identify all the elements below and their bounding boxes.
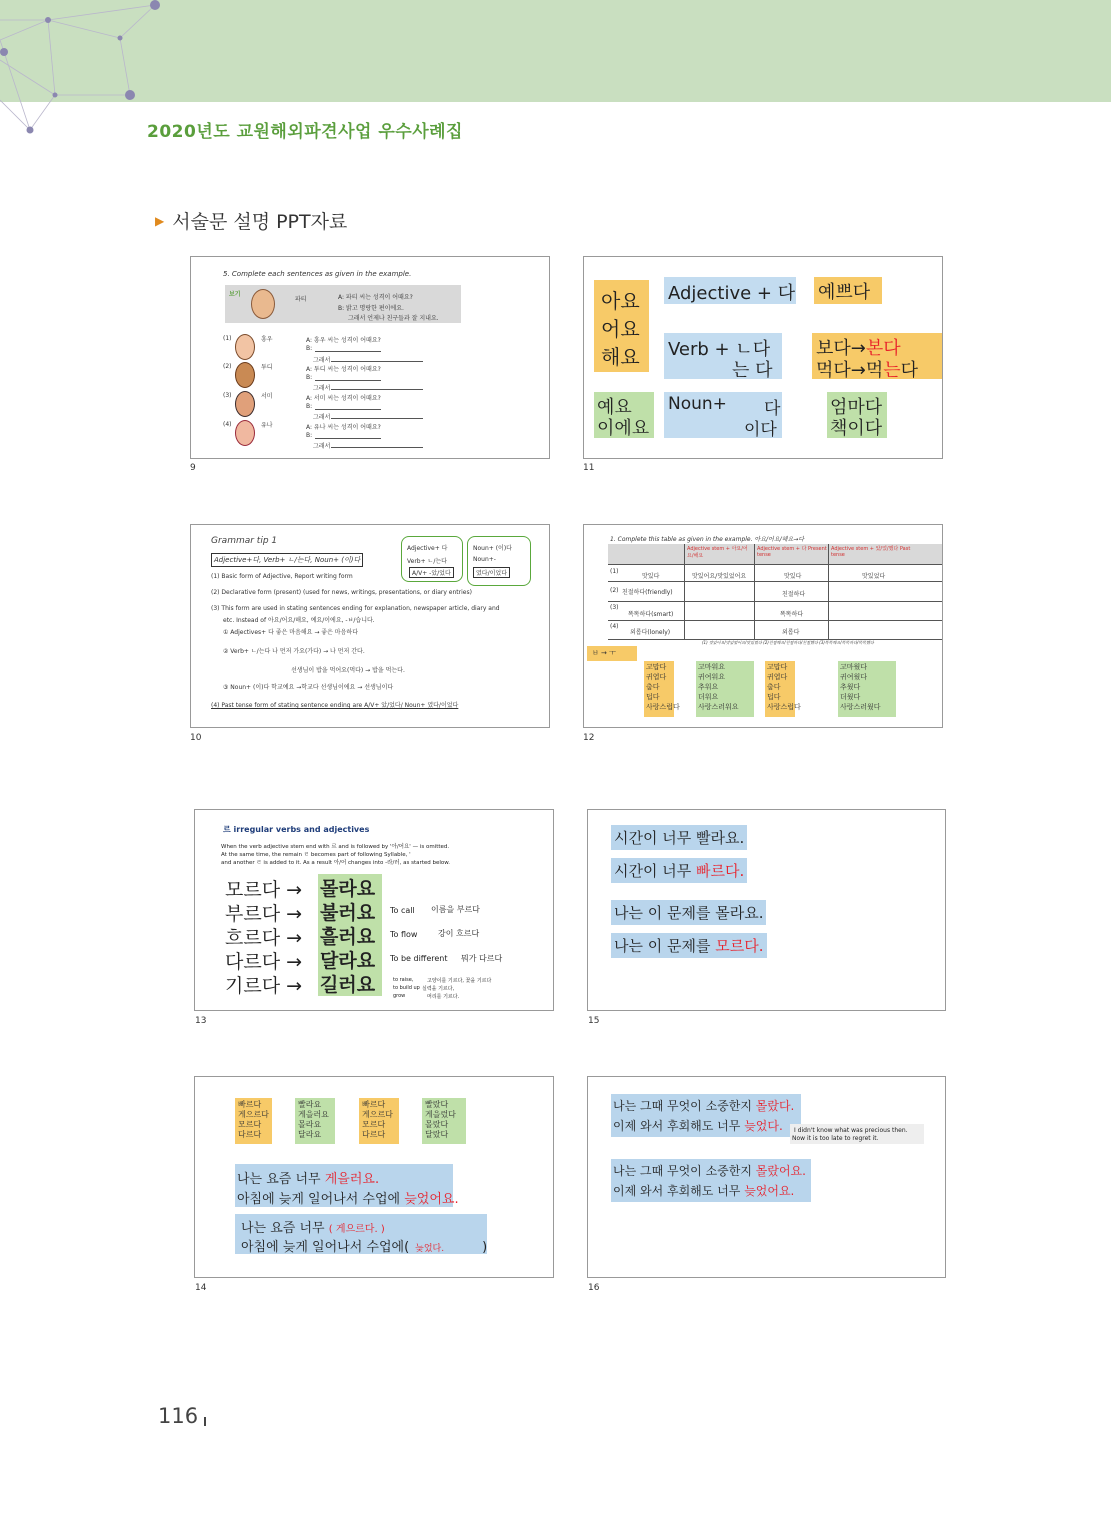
table-header-col3: Adjective stem + 았/었/했다 Past tense [831, 546, 911, 558]
slide-number: 12 [583, 733, 595, 743]
row-number: (4) [610, 623, 619, 630]
polite-line-1 [613, 1162, 806, 1179]
item-number: (4) [223, 421, 232, 428]
list-item: 사랑스럽다 [767, 703, 801, 711]
base-verb: 모르다 → [225, 879, 303, 901]
slide-number: 16 [588, 1283, 600, 1293]
polite-line-1-form: 몰랐어요. [755, 1164, 806, 1178]
list-item: 고마웠다 [840, 663, 868, 671]
slide-13-desc-3: and another ㄹ is added to it. As a result 아/어 changes into -라/러, as started below. [221, 860, 451, 866]
group-col-2-list [698, 662, 739, 712]
box-verb: Verb+ ㄴ/는다 [407, 558, 447, 565]
translation-line-2: Now it is too late to regret it. [792, 1135, 879, 1142]
sentence-2-base-form: 빠르다. [696, 862, 745, 880]
slide-number: 10 [190, 733, 202, 743]
slide-13-title: 르 irregular verbs and adjectives [223, 825, 370, 834]
ending-haeyo: 해요 [601, 345, 640, 369]
slide-number: 13 [195, 1016, 207, 1026]
list-item: 귀엽다 [646, 673, 667, 681]
english-meaning: To call [390, 906, 415, 915]
list-item: 빠르다 [362, 1100, 386, 1109]
item-b: B: [306, 345, 313, 352]
sentence-3: 나는 이 문제를 몰라요. [611, 900, 766, 925]
grammar-line-3: (3) This form are used in stating sentences ending for explanation, newspaper article, diary and [211, 605, 500, 612]
past-line-1-text: 나는 그때 무엇이 소중한지 [613, 1099, 756, 1113]
slide-9-example-answer-2: 그래서 언제나 친구들과 잘 지내요. [348, 315, 439, 322]
grammar-line-2: (2) Declarative form (present) (used for news, writings, presentations, or diary entries) [211, 589, 472, 596]
example-avatar [251, 289, 275, 319]
table-header-col1: Adjective stem + 아요/어요/해요 [687, 546, 748, 559]
row-cell-1: 맛있어요/맛있었어요 [692, 573, 747, 580]
polite-line-2 [613, 1182, 794, 1199]
item-question: A: 투디 씨는 성격이 어때요? [306, 366, 381, 373]
rule-tag: ㅂ → ㅜ [592, 649, 616, 657]
student-avatar [235, 334, 255, 360]
item-b: B: [306, 403, 313, 410]
list-item: 빠르다 [238, 1100, 262, 1109]
answer-line [331, 389, 423, 390]
list-item: 게을러요 [298, 1110, 329, 1119]
past-line-1 [613, 1097, 794, 1114]
polite-line-2-form: 늦었어요. [744, 1184, 795, 1198]
student-name: 서미 [261, 393, 273, 400]
list-item: 귀엽다 [767, 673, 788, 681]
ending-ayo: 아요 [601, 289, 640, 313]
item-so: 그래서 [313, 414, 331, 421]
item-question: A: 서미 씨는 성격이 어때요? [306, 395, 381, 402]
row-number: (2) [610, 587, 619, 594]
polite-line-2-text: 이제 와서 후회해도 너무 [613, 1184, 745, 1198]
ending-yeyo: 예요 [597, 397, 632, 418]
ending-eoyo: 어요 [601, 317, 640, 341]
base-verb: 다르다 → [225, 951, 303, 973]
question-line-1-text: 나는 요즘 너무 [241, 1221, 329, 1236]
conjugated-form: 흘러요 [320, 926, 376, 948]
group-col-4-list [425, 1100, 456, 1140]
item-so: 그래서 [313, 357, 331, 364]
answer-line-2 [237, 1188, 459, 1207]
student-name: 흥우 [261, 336, 273, 343]
slide-16 [587, 1076, 946, 1278]
slide-10 [190, 524, 550, 728]
student-avatar [235, 391, 255, 417]
verb-example-1-base: 보다→ [816, 338, 866, 359]
page-number: 116 [158, 1404, 199, 1428]
noun-rule-3: 이다 [744, 420, 777, 440]
list-item: 더워요 [698, 693, 719, 701]
list-item: 달라요 [298, 1130, 322, 1139]
slide-9 [190, 256, 550, 459]
group-col-2-list [298, 1100, 329, 1140]
list-item: 모르다 [238, 1120, 262, 1129]
item-b: B: [306, 432, 313, 439]
verb-example-2 [816, 356, 918, 382]
adjective-example: 예쁘다 [818, 282, 871, 303]
base-verb: 부르다 → [225, 903, 303, 925]
slide-9-title: 5. Complete each sentences as given in the example. [223, 270, 412, 278]
korean-example: 머리를 기르다. [427, 994, 460, 1000]
list-item: 춥다 [646, 683, 660, 691]
grammar-line-8: ③ Noun+ (이)다 학교예요 →학교다 선생님이에요 → 선생님이다 [223, 684, 394, 691]
slide-9-example-answer: B: 밝고 명랑한 편이에요. [338, 305, 404, 312]
question-line-1-blank: ( 게으르다. ) [328, 1224, 385, 1235]
past-line-2-text: 이제 와서 후회해도 너무 [613, 1119, 745, 1133]
grammar-line-4: etc. Instead of 아요/어요/해요, 예요/이에요, -ㅂ/습니다. [223, 617, 375, 624]
answer-line [331, 447, 423, 448]
list-item: 다르다 [362, 1130, 386, 1139]
item-number: (3) [223, 392, 232, 399]
answer-line [315, 438, 381, 439]
noun-example-2: 책이다 [830, 418, 883, 439]
table-footnote: (1) 맛있어요/맛있었어요/맛있었다 (2)친절해요/친절하다/친절했다 (3)똑똑해요/똑똑하다/똑똑했다 [702, 640, 874, 645]
verb-example-2-base: 먹다→먹 [816, 360, 884, 381]
verb-rule-2: 는 다 [732, 360, 773, 381]
row-cell-2: 맛있다 [784, 573, 802, 580]
base-verb: 흐르다 → [225, 927, 303, 949]
list-item: 게을렀다 [425, 1110, 456, 1119]
row-cell-2: 외롭다 [782, 629, 800, 636]
slide-13-desc-2: At the same time, the remain ㄹ becomes part of following Syllable, ' [221, 852, 411, 858]
answer-line [331, 361, 423, 362]
list-item: 덥다 [646, 693, 660, 701]
student-avatar [235, 420, 255, 446]
answer-line-1-form: 게을러요. [324, 1172, 380, 1187]
row-cell-3: 맛있었다 [862, 573, 886, 580]
list-item: 사랑스러워요 [698, 703, 739, 711]
list-item: 춥다 [767, 683, 781, 691]
grammar-line-6: ② Verb+ ㄴ/는다 나 먼저 가요(가다) → 나 먼저 간다. [223, 648, 365, 655]
answer-line-1 [237, 1168, 379, 1187]
group-col-1-list [646, 662, 680, 712]
list-item: 사랑스럽다 [646, 703, 680, 711]
verb-example-2-ending: 는 [883, 360, 901, 381]
sentence-2 [611, 858, 747, 883]
item-b: B: [306, 374, 313, 381]
list-item: 고마워요 [698, 663, 726, 671]
list-item: 빨라요 [298, 1100, 322, 1109]
group-col-1-list [238, 1100, 269, 1140]
answer-line [315, 351, 381, 352]
question-line-2-blank: 늦었다. [415, 1244, 445, 1254]
answer-line [331, 418, 423, 419]
past-line-1-form: 몰랐다. [755, 1099, 795, 1113]
triangle-bullet-icon: ▶ [155, 214, 165, 228]
korean-example: 고양이를 기르다, 꽃을 기르다 [427, 978, 492, 984]
list-item: 더웠다 [840, 693, 861, 701]
sentence-4-base-form: 모르다. [715, 937, 764, 955]
list-item: 모르다 [362, 1120, 386, 1129]
slide-9-example-name: 파티 [295, 296, 307, 303]
slide-9-example-tag: 보기 [229, 291, 241, 298]
english-meaning: grow [393, 993, 406, 999]
ending-ieyo: 이에요 [597, 418, 650, 439]
slide-number: 11 [583, 463, 595, 473]
item-so: 그래서 [313, 443, 331, 450]
sentence-4-text: 나는 이 문제를 [614, 937, 716, 955]
list-item: 몰랐다 [425, 1120, 449, 1129]
slide-number: 9 [190, 463, 196, 473]
row-word: 맛있다 [642, 573, 660, 580]
page-number-divider [204, 1417, 206, 1426]
slide-10-title: Grammar tip 1 [211, 536, 278, 546]
list-item: 고맙다 [646, 663, 667, 671]
slide-11 [583, 256, 943, 459]
past-line-2-form: 늦었다. [744, 1119, 783, 1133]
grammar-line-9: (4) Past tense form of stating sentence ending are A/V+ 았/었다/ Noun+ 였다/이었다 [211, 702, 459, 709]
table-divider [684, 544, 685, 640]
row-number: (3) [610, 604, 619, 611]
korean-example: 뭐가 다르다 [461, 954, 503, 963]
answer-line [315, 380, 381, 381]
conjugated-form: 길러요 [320, 974, 376, 996]
verb-rule: Verb + ㄴ다 [668, 339, 771, 360]
slide-14 [194, 1076, 554, 1278]
item-number: (1) [223, 335, 232, 342]
group-col-3-list [362, 1100, 393, 1140]
grammar-line-7: 선생님이 밥을 먹어요(먹다) → 밥을 먹는다. [291, 667, 405, 674]
sentence-2-text: 시간이 너무 [614, 862, 696, 880]
row-cell-2: 똑똑하다 [780, 611, 804, 618]
slide-15 [587, 809, 946, 1011]
list-item: 귀여워요 [698, 673, 726, 681]
base-verb: 기르다 → [225, 975, 303, 997]
item-so: 그래서 [313, 385, 331, 392]
list-item: 게으르다 [238, 1110, 269, 1119]
table-header-col2: Adjective stem + 다 Present tense [757, 546, 827, 558]
slide-12 [583, 524, 943, 728]
grammar-line-5: ① Adjectives+ 다 좋은 마음해요 → 좋은 마음하다 [223, 629, 358, 636]
list-item: 몰라요 [298, 1120, 322, 1129]
slide-10-pattern: Adjective+다, Verb+ ㄴ/는다, Noun+ (이)다 [211, 553, 363, 567]
english-meaning: To be different [390, 954, 448, 963]
noun-rule: Noun+ [668, 394, 727, 414]
item-question: A: 흥우 씨는 성격이 어때요? [306, 337, 381, 344]
group-col-4-list [840, 662, 881, 712]
table-divider [828, 544, 829, 640]
past-line-2 [613, 1117, 783, 1134]
group-col-3-list [767, 662, 801, 712]
english-meaning: to raise, [393, 977, 414, 983]
list-item: 사랑스러웠다 [840, 703, 881, 711]
list-item: 빨랐다 [425, 1100, 449, 1109]
list-item: 귀여웠다 [840, 673, 868, 681]
student-avatar [235, 362, 255, 388]
item-number: (2) [223, 363, 232, 370]
slide-12-title: 1. Complete this table as given in the example. 아요/어요/해요→다 [610, 536, 805, 543]
answer-line [315, 409, 381, 410]
english-meaning: To flow [390, 930, 418, 939]
question-line-2-close: ) [482, 1240, 488, 1255]
box-adjective: Adjective+ 다 [407, 545, 448, 552]
conjugated-form: 달라요 [320, 950, 376, 972]
conjugated-form: 몰라요 [320, 878, 376, 900]
table-divider [754, 544, 755, 640]
row-word: 똑똑하다(smart) [628, 611, 674, 618]
noun-rule-2: 다 [764, 399, 781, 419]
english-meaning: to build up [393, 985, 420, 991]
row-word: 친절하다(friendly) [622, 589, 673, 596]
korean-example: 이름을 부르다 [431, 905, 480, 914]
box-past: A/V+ -았/었다 [409, 567, 454, 578]
answer-line-2-form: 늦었어요. [404, 1192, 459, 1207]
section-title [155, 207, 347, 234]
question-line-2 [241, 1236, 487, 1255]
list-item: 달랐다 [425, 1130, 449, 1139]
slide-13 [194, 809, 554, 1011]
korean-example: 실력을 기르다, [422, 986, 455, 992]
adjective-rule: Adjective + 다 [668, 283, 796, 304]
question-line-1 [241, 1217, 385, 1236]
grammar-line-1: (1) Basic form of Adjective, Report writing form [211, 573, 353, 580]
row-number: (1) [610, 568, 619, 575]
translation-line-1: I didn't know what was precious then. [794, 1127, 908, 1134]
conjugated-form: 불러요 [320, 902, 376, 924]
slide-13-desc-1: When the verb adjective stem end with 르 and is followed by '아/어요' — is omitted. [221, 844, 450, 850]
box-noun-2: Noun+- [473, 556, 496, 563]
answer-line-2-text: 아침에 늦게 일어나서 수업에 [237, 1192, 405, 1207]
slide-9-example-question: A: 파티 씨는 성격이 어때요? [338, 294, 413, 301]
document-title: 2020년도 교원해외파견사업 우수사례집 [147, 122, 463, 142]
row-cell-2: 친절하다 [782, 591, 806, 598]
verb-example-2-tail: 다 [900, 360, 919, 381]
verb-example-1-form: 본다 [865, 338, 901, 359]
list-item: 고맙다 [767, 663, 788, 671]
row-word: 외롭다(lonely) [630, 629, 671, 636]
noun-example-1: 엄마다 [830, 397, 883, 418]
box-noun: Noun+ (이)다 [473, 545, 512, 552]
slide-number: 15 [588, 1016, 600, 1026]
sentence-1: 시간이 너무 빨라요. [611, 825, 747, 850]
student-name: 투디 [261, 364, 273, 371]
box-noun-past: 였다/이었다 [473, 567, 510, 578]
list-item: 다르다 [238, 1130, 262, 1139]
student-name: 유나 [261, 422, 273, 429]
slide-number: 14 [195, 1283, 207, 1293]
korean-example: 강이 흐르다 [438, 929, 480, 938]
polite-line-1-text: 나는 그때 무엇이 소중한지 [613, 1164, 756, 1178]
list-item: 추웠다 [840, 683, 861, 691]
section-title-text: 서술문 설명 PPT자료 [172, 211, 348, 233]
answer-line-1-text: 나는 요즘 너무 [237, 1172, 325, 1187]
list-item: 게으르다 [362, 1110, 393, 1119]
list-item: 추워요 [698, 683, 719, 691]
question-line-2-text: 아침에 늦게 일어나서 수업에( [241, 1240, 410, 1255]
sentence-4 [611, 933, 767, 958]
item-question: A: 유나 씨는 성격이 어때요? [306, 424, 381, 431]
list-item: 덥다 [767, 693, 781, 701]
